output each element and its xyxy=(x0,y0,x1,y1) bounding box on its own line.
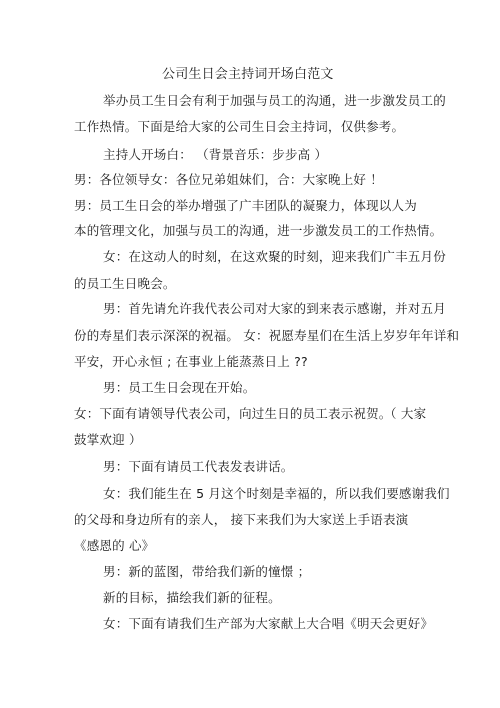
document-title: 公司生日会主持词开场白范文 xyxy=(162,67,334,82)
paragraph-line: 女：在这动人的时刻，在这欢聚的时刻，迎来我们广丰五月份 xyxy=(103,249,446,264)
paragraph-line: 的父母和身边所有的亲人， 接下来我们为大家送上手语表演 xyxy=(74,512,409,527)
paragraph-line: 男：员工生日会现在开始。 xyxy=(103,380,256,395)
paragraph-line: 男：各位领导女：各位兄弟姐妹们，合：大家晚上好 ！ xyxy=(74,172,383,187)
paragraph-line: 《感恩的 心》 xyxy=(74,538,155,553)
paragraph-line: 男：员工生日会的举办增强了广丰团队的凝聚力，体现以人为 xyxy=(74,198,417,213)
paragraph-line: （ 大家 xyxy=(384,406,427,421)
paragraph-line: 主持人开场白： （背景音乐：步步高 ） xyxy=(103,147,328,162)
paragraph-line: 新的目标，描绘我们新的征程。 xyxy=(103,590,281,605)
paragraph-line: 的员工生日晚会。 xyxy=(74,276,176,291)
paragraph-line: 鼓掌欢迎 ） xyxy=(74,432,142,447)
paragraph-line: 本的管理文化，加强与员工的沟通，进一步激发员工的工作热情。 xyxy=(74,223,443,238)
paragraph-line: 女：下面有请我们生产部为大家献上大合唱《明天会更好》 xyxy=(103,616,434,631)
paragraph-line: 工作热情。下面是给大家的公司生日会主持词，仅供参考。 xyxy=(74,119,405,134)
paragraph-line: 举办员工生日会有利于加强与员工的沟通，进一步激发员工的 xyxy=(103,93,446,108)
paragraph-line: 女：下面有请领导代表公司，向过生日的员工表示祝贺。 xyxy=(74,406,392,421)
paragraph-line: 男：下面有请员工代表发表讲话。 xyxy=(103,459,294,474)
paragraph-line: 份的寿星们表示深深的祝福。 女：祝愿寿星们在生活上岁岁年年详和 xyxy=(74,328,460,343)
paragraph-line: 男：首先请允许我代表公司对大家的到来表示感谢，并对五月 xyxy=(103,301,446,316)
paragraph-line: 男：新的蓝图，带给我们新的憧憬 ； xyxy=(103,564,311,579)
paragraph-line: 女：我们能生在 5 月这个时刻是幸福的，所以我们要感谢我们 xyxy=(103,486,450,501)
paragraph-line: 平安，开心永恒 ; 在事业上能蒸蒸日上 ?? xyxy=(74,354,308,369)
